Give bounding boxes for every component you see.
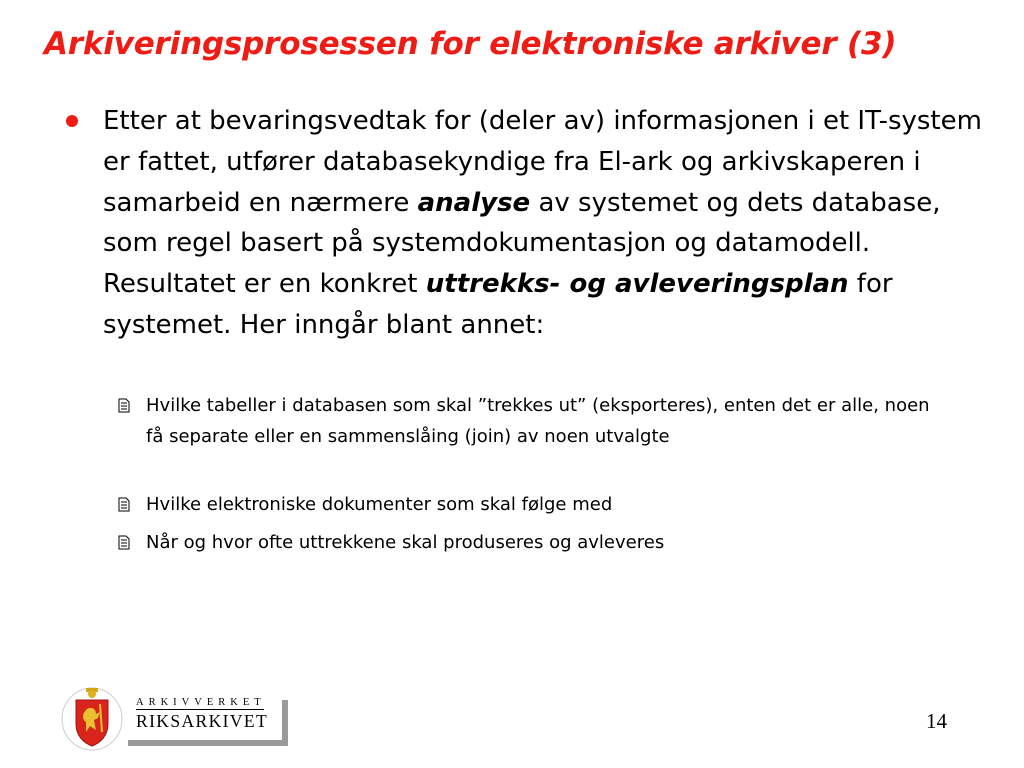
bullet-dot-icon: [66, 115, 78, 127]
logo-top-text: ARKIVVERKET: [136, 697, 266, 708]
main-text-part-3: for systemet. Her inngår blant annet:: [103, 269, 893, 340]
slide-title: Arkiveringsprosessen for elektroniske arkiver (3): [44, 26, 897, 62]
sub-item-tables: Hvilke tabeller i databasen som skal ”trekkes ut” (eksporteres), enten det er alle, noen få separate eller en sammenslåing (join) av noen utvalgte: [146, 395, 930, 447]
emphasis-plan: uttrekks- og avleveringsplan: [425, 269, 849, 300]
main-text-part-1: Etter at bevaringsvedtak for (deler av) informasjonen i et IT-system er fattet, utfører databasekyndige fra El-ark og arkivskaperen i samarbeid en nærmere: [103, 106, 982, 218]
document-icon: [118, 497, 130, 512]
main-paragraph: [103, 101, 993, 346]
logo-divider: [136, 709, 264, 710]
page-number: 14: [926, 709, 947, 733]
sub-item-frequency: Når og hvor ofte uttrekkene skal produseres og avleveres: [146, 532, 665, 553]
logo-bottom-text: RIKSARKIVET: [136, 711, 269, 731]
arkivverket-logo: [56, 682, 296, 752]
sub-item-documents: Hvilke elektroniske dokumenter som skal følge med: [146, 494, 613, 515]
coat-of-arms-icon: [56, 682, 134, 752]
emphasis-analyse: analyse: [417, 187, 531, 218]
main-text-part-2: av systemet og dets database, som regel basert på systemdokumentasjon og datamodell. Resultatet er en konkret: [103, 187, 941, 300]
document-icon: [118, 535, 130, 550]
document-icon: [118, 398, 130, 413]
